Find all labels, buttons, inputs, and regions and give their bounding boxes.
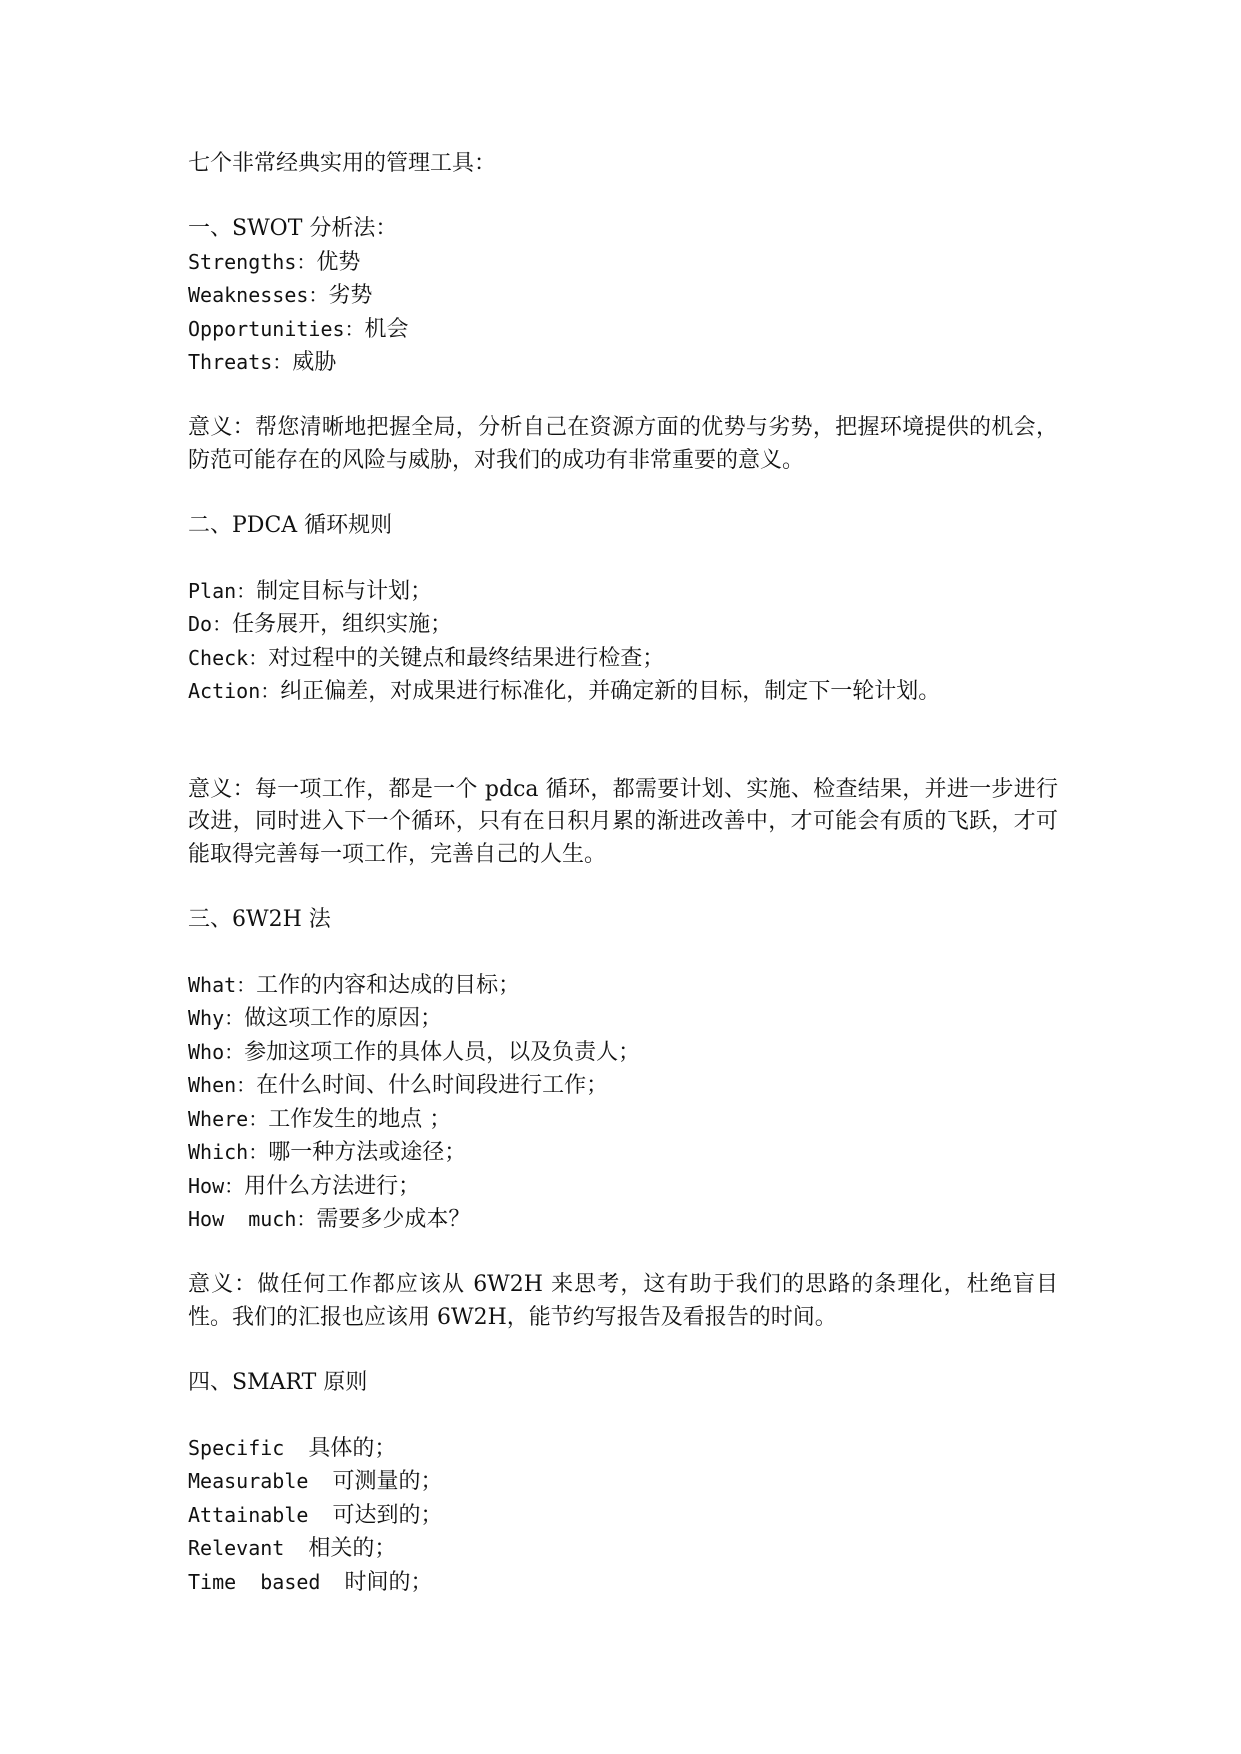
pdca-key: Do： (188, 612, 233, 636)
pdca-item (188, 642, 1068, 676)
swot-key: Weaknesses： (188, 283, 329, 307)
w2h-value: 需要多少成本？ (316, 1207, 471, 1232)
smart-key: Measurable (188, 1469, 333, 1493)
w2h-heading: 三、6W2H 法 (188, 906, 331, 932)
w2h-key: Why： (188, 1006, 245, 1030)
smart-item (188, 1432, 1068, 1466)
spacer (188, 1334, 1068, 1367)
pdca-item (188, 675, 1068, 709)
swot-value: 劣势 (328, 283, 373, 308)
w2h-item (188, 1002, 1068, 1036)
w2h-value: 做这项工作的原因； (244, 1006, 443, 1031)
swot-value: 机会 (364, 316, 409, 342)
pdca-value: 纠正偏差，对成果进行标准化，并确定新的目标，制定下一轮计划。 (280, 679, 941, 704)
smart-key: Specific (188, 1435, 309, 1460)
swot-value: 优势 (316, 249, 361, 275)
pdca-value: 任务展开，组织实施； (232, 612, 453, 637)
smart-key: Time based (188, 1569, 345, 1594)
w2h-item (188, 969, 1068, 1003)
w2h-key: Who： (188, 1039, 245, 1064)
pdca-meaning: 意义：每一项工作，都是一个 pdca 循环，都需要计划、实施、检查结果，并进一步进行改进，同时进入下一个循环，只有在日积月累的渐进改善中，才可能会有质的飞跃，才可能取得完善每一项工作，完善自己的人生。 (188, 776, 1058, 867)
w2h-value: 哪一种方法或途径； (268, 1140, 467, 1165)
swot-item (188, 246, 1068, 280)
spacer (188, 542, 1068, 575)
smart-key: Attainable (188, 1502, 333, 1527)
w2h-value: 在什么时间、什么时间段进行工作； (256, 1073, 609, 1098)
pdca-key: Check： (188, 645, 269, 670)
pdca-key: Action： (188, 679, 281, 703)
spacer (188, 709, 1068, 774)
smart-value: 可达到的； (332, 1502, 443, 1528)
pdca-value: 制定目标与计划； (256, 578, 433, 604)
swot-item (188, 279, 1068, 313)
w2h-value: 用什么方法进行； (244, 1173, 421, 1199)
smart-value: 具体的； (308, 1435, 397, 1461)
pdca-item (188, 575, 1068, 609)
smart-value: 时间的； (344, 1569, 433, 1595)
w2h-value: 工作发生的地点 ； (268, 1106, 452, 1132)
w2h-item (188, 1069, 1068, 1103)
w2h-key: How： (188, 1173, 245, 1198)
w2h-key: Where： (188, 1106, 269, 1131)
pdca-item (188, 608, 1068, 642)
swot-value: 威胁 (292, 350, 337, 375)
smart-key: Relevant (188, 1536, 309, 1560)
smart-item (188, 1566, 1068, 1600)
smart-value: 可测量的； (332, 1469, 443, 1494)
swot-key: Threats： (188, 350, 293, 374)
swot-meaning: 意义：帮您清晰地把握全局，分析自己在资源方面的优势与劣势，把握环境提供的机会，防范可能存在的风险与威胁，对我们的成功有非常重要的意义。 (188, 415, 1058, 473)
w2h-key: How much： (188, 1207, 317, 1231)
spacer (188, 477, 1068, 510)
w2h-key: Which： (188, 1140, 269, 1164)
document-page (188, 148, 1068, 1599)
smart-item (188, 1499, 1068, 1533)
pdca-heading: 二、PDCA 循环规则 (188, 512, 393, 538)
doc-title: 七个非常经典实用的管理工具： (188, 151, 497, 176)
swot-key: Opportunities： (188, 316, 365, 341)
swot-item (188, 313, 1068, 347)
swot-item (188, 346, 1068, 380)
smart-value: 相关的； (308, 1536, 397, 1561)
swot-key: Strengths： (188, 249, 317, 274)
smart-item (188, 1532, 1068, 1566)
smart-item (188, 1465, 1068, 1499)
w2h-item (188, 1170, 1068, 1204)
w2h-meaning: 意义：做任何工作都应该从 6W2H 来思考，这有助于我们的思路的条理化，杜绝盲目性。我们的汇报也应该用 6W2H，能节约写报告及看报告的时间。 (188, 1272, 1058, 1330)
spacer (188, 1237, 1068, 1270)
w2h-item (188, 1036, 1068, 1070)
w2h-item (188, 1136, 1068, 1170)
swot-heading: 一、SWOT 分析法： (188, 216, 398, 241)
spacer (188, 181, 1068, 214)
w2h-item (188, 1203, 1068, 1237)
spacer (188, 1399, 1068, 1432)
w2h-key: What： (188, 972, 257, 997)
w2h-item (188, 1103, 1068, 1137)
w2h-value: 工作的内容和达成的目标； (256, 972, 521, 998)
pdca-value: 对过程中的关键点和最终结果进行检查； (268, 645, 665, 671)
smart-heading: 四、SMART 原则 (188, 1369, 368, 1395)
spacer (188, 871, 1068, 904)
w2h-key: When： (188, 1073, 257, 1097)
pdca-key: Plan： (188, 578, 257, 603)
w2h-value: 参加这项工作的具体人员，以及负责人； (244, 1039, 641, 1065)
spacer (188, 936, 1068, 969)
spacer (188, 380, 1068, 413)
